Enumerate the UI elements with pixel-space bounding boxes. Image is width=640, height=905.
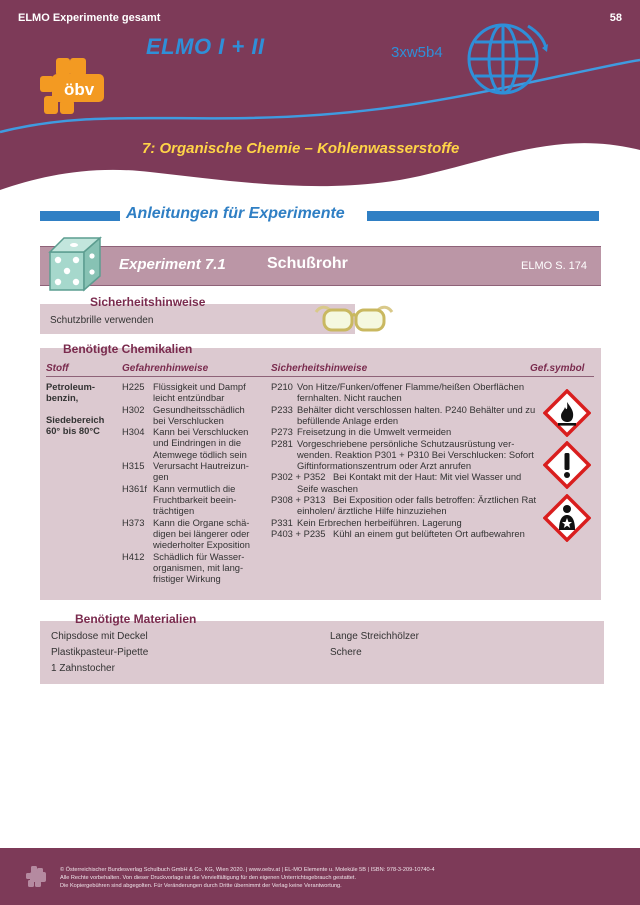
substance-name: Petroleum- benzin, — [46, 381, 95, 404]
experiment-name: Schußrohr — [267, 255, 348, 272]
exclamation-pictogram — [543, 441, 591, 489]
hazard-code: H315 — [122, 460, 145, 472]
precaution-code: P403 + P235 — [271, 527, 326, 539]
online-code[interactable]: 3xw5b4 — [391, 44, 443, 61]
precaution-text: Bei Kontakt mit der Haut: Mit viel Wasser und Seife waschen — [297, 471, 522, 494]
safety-heading: Sicherheitshinweise — [90, 295, 206, 309]
footer-rights: Alle Rechte vorbehalten. Von dieser Druckvorlage ist die Vervielfältigung für den eigenen Unterrichtsgebrauch gestattet. — [60, 875, 357, 881]
hazard-text: Flüssigkeit und Dampf leicht entzündbar — [153, 381, 246, 404]
footer-copyright: © Österreichischer Bundesverlag Schulbuch GmbH & Co. KG, Wien 2020. | www.oebv.at | EL-MO Elemente u. Moleküle 5B | ISBN: 978-3-209-10740-4 — [60, 867, 435, 873]
book-title: ELMO I + II — [146, 34, 265, 59]
health-hazard-pictogram — [543, 494, 591, 542]
column-header-symbol: Gef.symbol — [530, 363, 585, 374]
column-header-substance: Stoff — [46, 363, 69, 374]
precaution-code: P281 — [271, 437, 293, 449]
materials-heading: Benötigte Materialien — [75, 612, 197, 626]
hazard-code: H412 — [122, 550, 145, 562]
precaution-code: P233 — [271, 403, 293, 415]
precaution-text: Von Hitze/Funken/offener Flamme/heißen Oberflächen fernhalten. Nicht rauchen — [297, 381, 525, 404]
precaution-code: P273 — [271, 426, 293, 438]
precaution-code: P302 + P352 — [271, 471, 326, 483]
column-header-hazards: Gefahrenhinweise — [122, 363, 209, 374]
hazard-text: Verursacht Hautreizun- gen — [153, 460, 249, 483]
precaution-code: P308 + P313 — [271, 494, 326, 505]
chemicals-heading: Benötigte Chemikalien — [63, 342, 193, 356]
precaution-text: Behälter dicht verschlossen halten. P240 Behälter und zu befüllende Anlage erden — [297, 403, 536, 426]
hazard-text: Kann bei Verschlucken und Eindringen in die Atemwege tödlich sein — [153, 426, 249, 460]
section-banner — [40, 205, 600, 229]
banner-bar-left — [40, 211, 120, 221]
material-item: Plastikpasteur-Pipette — [51, 647, 149, 658]
hazard-code: H361f — [122, 482, 148, 494]
oebv-logo-text: öbv — [64, 80, 95, 99]
precaution-code: P331 — [271, 516, 293, 528]
flame-pictogram — [543, 389, 591, 437]
hazard-text: Schädlich für Wasser- organismen, mit lang- fristiger Wirkung — [153, 550, 245, 585]
footer-disclaimer: Die Kopiergebühren sind abgegolten. Für Veränderungen durch Dritte übernimmt der Verlag keine Verantwortung. — [60, 883, 342, 889]
hazard-code: H373 — [122, 516, 145, 528]
precaution-text: Freisetzung in die Umwelt vermeiden — [297, 426, 452, 438]
experiment-number: Experiment 7.1 — [119, 256, 226, 273]
precaution-text: Vorgeschriebene persönliche Schutzausrüstung ver- wenden. Reaktion P301 + P310 Bei Verschlucken: Sofort Giftinformationszentrum oder Arzt anrufen — [297, 437, 534, 472]
footer-logo-icon — [26, 866, 48, 888]
material-item: Lange Streichhölzer — [330, 631, 419, 642]
precaution-text: Bei Exposition oder falls betroffen: Ärztlichen Rat einholen/ ärztliche Hilfe hinzuziehen — [297, 494, 537, 517]
hazard-code: H304 — [122, 426, 145, 438]
material-item: 1 Zahnstocher — [51, 663, 115, 674]
boiling-range: Siedebereich 60° bis 80°C — [46, 414, 105, 437]
globe-icon — [458, 18, 548, 98]
hazard-code: H225 — [122, 381, 145, 392]
chapter-title: 7: Organische Chemie – Kohlenwasserstoffe — [142, 140, 460, 157]
section-title: Anleitungen für Experimente — [126, 205, 345, 222]
dice-icon — [44, 236, 106, 292]
experiment-reference: ELMO S. 174 — [521, 260, 588, 272]
material-item: Schere — [330, 647, 362, 658]
precaution-text: Kein Erbrechen herbeiführen. Lagerung — [297, 516, 462, 528]
banner-bar-right — [367, 211, 599, 221]
material-item: Chipsdose mit Deckel — [51, 631, 148, 642]
column-header-precautions: Sicherheitshinweise — [271, 363, 368, 374]
safety-text: Schutzbrille verwenden — [50, 315, 154, 326]
safety-goggles-icon — [314, 304, 394, 334]
table-header-divider — [46, 376, 594, 377]
hazard-text: Kann die Organe schä- digen bei längerer oder wiederholter Exposition — [153, 516, 250, 551]
precaution-code: P210 — [271, 381, 293, 392]
page-number: 58 — [609, 12, 622, 24]
precaution-text: Kühl an einem gut belüfteten Ort aufbewahren — [333, 527, 525, 539]
hazard-code: H302 — [122, 403, 145, 415]
hazard-text: Kann vermutlich die Fruchtbarkeit beein- trächtigen — [153, 482, 237, 517]
series-title: ELMO Experimente gesamt — [18, 12, 161, 24]
hazard-text: Gesundheitsschädlich bei Verschlucken — [153, 403, 245, 426]
